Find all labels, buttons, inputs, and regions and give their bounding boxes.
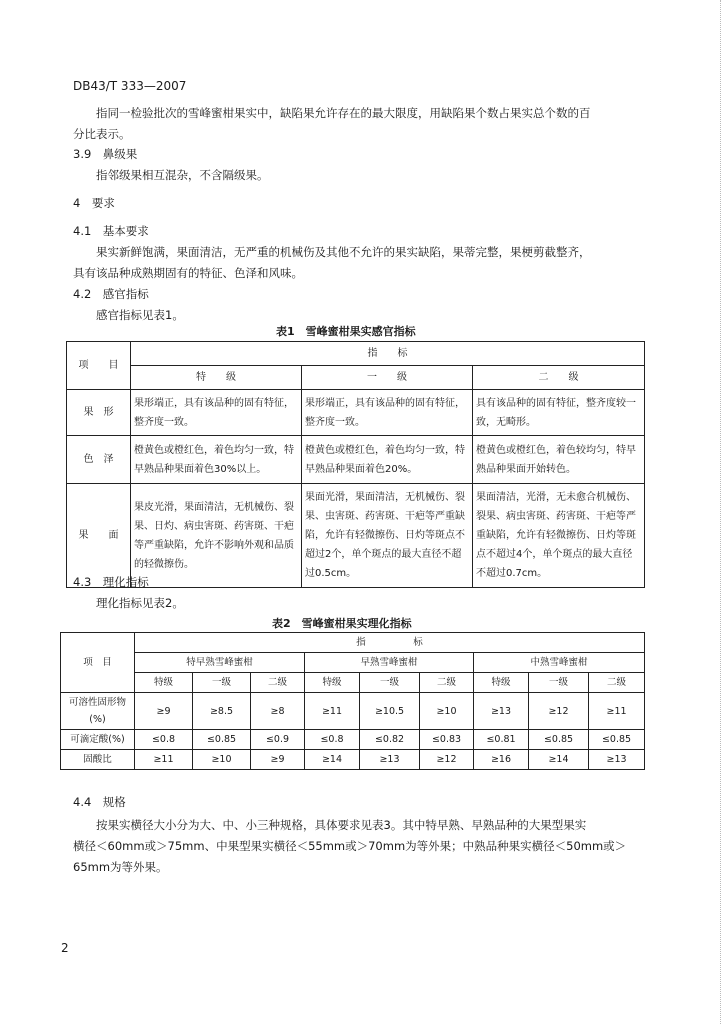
table-1-row-shape xyxy=(67,390,645,436)
table-cell: ≥8 xyxy=(251,693,305,730)
grade-header: 一级 xyxy=(360,673,420,693)
section-4-4-line-1: 按果实横径大小分为大、中、小三种规格，具体要求见表3。其中特早熟、早熟品种的大果型果实 xyxy=(96,818,587,832)
section-4-4-line-3: 65mm为等外果。 xyxy=(73,860,168,874)
table-cell: ≥13 xyxy=(474,693,529,730)
grade-header: 二级 xyxy=(589,673,645,693)
table-cell: ≥11 xyxy=(135,750,193,770)
table-cell: 果面清洁，光滑，无未愈合机械伤、裂果、病虫害斑、药害斑、干疤等严重缺陷，允许有轻微擦伤、日灼等斑点不超过4个，单个斑点的最大直径不超过0.7cm。 xyxy=(473,484,645,588)
row-label: 固酸比 xyxy=(61,750,135,770)
table-cell: ≥13 xyxy=(589,750,645,770)
table-2-group-extra-early: 特早熟雪峰蜜柑 xyxy=(135,653,305,673)
table-cell: ≤0.81 xyxy=(474,730,529,750)
row-label: 果 面 xyxy=(67,484,131,588)
table-cell: 果形端正，具有该品种的固有特征，整齐度一致。 xyxy=(131,390,302,436)
table-1-row-color xyxy=(67,436,645,484)
section-4-2-body: 感官指标见表1。 xyxy=(96,308,184,322)
table-cell: ≥11 xyxy=(589,693,645,730)
table-cell: ≤0.85 xyxy=(193,730,251,750)
section-4-3-body: 理化指标见表2。 xyxy=(96,596,184,610)
row-label: 色 泽 xyxy=(67,436,131,484)
section-4-3-title: 4.3 理化指标 xyxy=(73,575,149,589)
row-label: 可滴定酸(%) xyxy=(61,730,135,750)
table-cell: 橙黄色或橙红色，着色较均匀，特早熟品种果面开始转色。 xyxy=(473,436,645,484)
grade-header: 特级 xyxy=(474,673,529,693)
table-cell: ≥12 xyxy=(529,693,589,730)
table-2 xyxy=(60,632,645,770)
table-2-header-index: 指 标 xyxy=(135,633,645,653)
row-label: 果 形 xyxy=(67,390,131,436)
table-cell: ≥16 xyxy=(474,750,529,770)
table-cell: ≥8.5 xyxy=(193,693,251,730)
table-1 xyxy=(66,341,645,588)
table-cell: 果面光滑，果面清洁，无机械伤、裂果、虫害斑、药害斑、干疤等严重缺陷，允许有轻微擦伤、日灼等斑点不超过2个，单个斑点的最大直径不超过0.5cm。 xyxy=(302,484,473,588)
section-4-title: 4 要求 xyxy=(73,196,115,210)
section-4-1-title: 4.1 基本要求 xyxy=(73,224,149,238)
grade-header: 二级 xyxy=(251,673,305,693)
table-cell: ≤0.8 xyxy=(135,730,193,750)
table-1-grade-special: 特 级 xyxy=(131,366,302,390)
table-cell: 果形端正，具有该品种的固有特征，整齐度一致。 xyxy=(302,390,473,436)
section-4-4-title: 4.4 规格 xyxy=(73,795,126,809)
table-cell: 橙黄色或橙红色，着色均匀一致，特早熟品种果面着色20%。 xyxy=(302,436,473,484)
section-4-1-line-2: 具有该品种成熟期固有的特征、色泽和风味。 xyxy=(73,266,303,280)
table-2-caption: 表2 雪峰蜜柑果实理化指标 xyxy=(272,617,412,630)
table-1-header-item: 项 目 xyxy=(67,342,131,390)
intro-line-1: 指同一检验批次的雪峰蜜柑果实中，缺陷果允许存在的最大限度，用缺陷果个数占果实总个数的百 xyxy=(96,106,591,120)
table-1-caption: 表1 雪峰蜜柑果实感官指标 xyxy=(276,325,416,338)
table-cell: ≥14 xyxy=(305,750,360,770)
table-cell: 橙黄色或橙红色，着色均匀一致，特早熟品种果面着色30%以上。 xyxy=(131,436,302,484)
grade-header: 特级 xyxy=(305,673,360,693)
section-4-1-line-1: 果实新鲜饱满，果面清洁，无严重的机械伤及其他不允许的果实缺陷，果蒂完整，果梗剪截整齐， xyxy=(96,245,591,259)
table-2-group-mid: 中熟雪峰蜜柑 xyxy=(474,653,645,673)
table-cell: ≥11 xyxy=(305,693,360,730)
table-cell: ≥14 xyxy=(529,750,589,770)
table-cell: ≤0.82 xyxy=(360,730,420,750)
table-cell: ≥10 xyxy=(420,693,474,730)
section-4-4-line-2: 横径＜60mm或＞75mm、中果型果实横径＜55mm或＞70mm为等外果；中熟品种果实横径＜50mm或＞ xyxy=(73,839,627,853)
table-cell: ≤0.9 xyxy=(251,730,305,750)
table-cell: ≤0.8 xyxy=(305,730,360,750)
row-label: 可溶性固形物(%) xyxy=(61,693,135,730)
table-cell: ≤0.85 xyxy=(529,730,589,750)
page-edge-marks xyxy=(717,0,721,1024)
table-cell: ≥9 xyxy=(135,693,193,730)
table-cell: ≥12 xyxy=(420,750,474,770)
grade-header: 二级 xyxy=(420,673,474,693)
table-2-row-soluble-solids xyxy=(61,693,645,730)
table-2-row-titratable-acid xyxy=(61,730,645,750)
table-cell: ≤0.85 xyxy=(589,730,645,750)
table-1-grade-second: 二 级 xyxy=(473,366,645,390)
table-cell: ≥9 xyxy=(251,750,305,770)
table-2-header-item: 项 目 xyxy=(61,633,135,693)
grade-header: 特级 xyxy=(135,673,193,693)
table-cell: 果皮光滑，果面清洁，无机械伤、裂果、日灼、病虫害斑、药害斑、干疤等严重缺陷，允许不影响外观和品质的轻微擦伤。 xyxy=(131,484,302,588)
table-1-row-surface xyxy=(67,484,645,588)
table-cell: ≤0.83 xyxy=(420,730,474,750)
table-1-header-index: 指 标 xyxy=(131,342,645,366)
doc-code: DB43/T 333—2007 xyxy=(73,79,187,93)
section-3-9-title: 3.9 鼻级果 xyxy=(73,147,138,161)
table-2-row-solid-acid-ratio xyxy=(61,750,645,770)
table-cell: 具有该品种的固有特征，整齐度较一致，无畸形。 xyxy=(473,390,645,436)
table-cell: ≥13 xyxy=(360,750,420,770)
grade-header: 一级 xyxy=(529,673,589,693)
table-cell: ≥10.5 xyxy=(360,693,420,730)
page-number: 2 xyxy=(61,941,69,955)
table-cell: ≥10 xyxy=(193,750,251,770)
table-1-grade-first: 一 级 xyxy=(302,366,473,390)
grade-header: 一级 xyxy=(193,673,251,693)
section-3-9-body: 指邻级果相互混杂，不含隔级果。 xyxy=(96,168,269,182)
section-4-2-title: 4.2 感官指标 xyxy=(73,287,149,301)
table-2-group-early: 早熟雪峰蜜柑 xyxy=(305,653,474,673)
intro-line-2: 分比表示。 xyxy=(73,127,131,141)
